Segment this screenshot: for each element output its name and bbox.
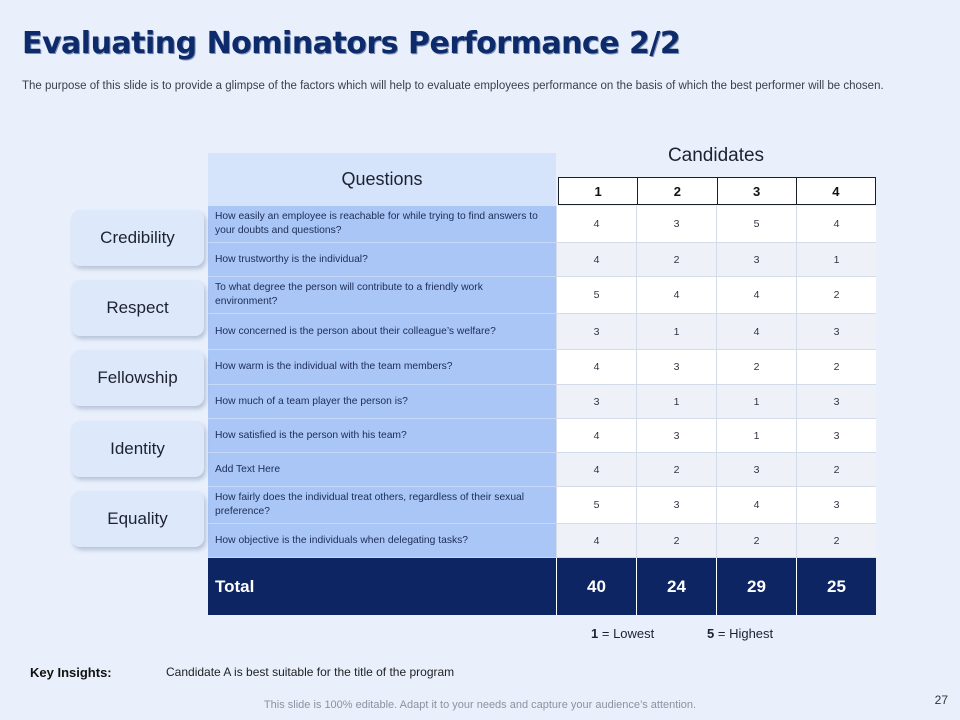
question-cell: How much of a team player the person is? — [208, 385, 556, 419]
score-cell: 3 — [796, 314, 876, 350]
total-label: Total — [215, 576, 255, 596]
question-cell: To what degree the person will contribute to a friendly work environment? — [208, 277, 556, 314]
total-cell: 40 — [556, 558, 636, 615]
score-cell: 2 — [796, 524, 876, 558]
factor-credibility: Credibility — [71, 210, 204, 266]
score-cell: 3 — [796, 419, 876, 453]
legend-lowest-value: 1 — [591, 626, 599, 641]
score-cell: 3 — [796, 385, 876, 419]
score-cell: 3 — [556, 314, 636, 350]
total-cell: 25 — [796, 558, 876, 615]
table-row — [208, 524, 876, 558]
question-cell: How satisfied is the person with his team? — [208, 419, 556, 453]
legend-highest-label: = Highest — [717, 626, 774, 641]
score-cell: 4 — [716, 277, 796, 314]
score-cell: 4 — [796, 206, 876, 243]
page-number: 27 — [934, 693, 948, 707]
table-row — [208, 487, 876, 524]
candidate-2-header: 2 — [638, 178, 717, 204]
score-cell: 1 — [716, 385, 796, 419]
questions-header: Questions — [208, 153, 556, 206]
score-cell: 1 — [636, 314, 716, 350]
table-row — [208, 314, 876, 350]
candidate-3-header: 3 — [718, 178, 797, 204]
score-cell: 4 — [716, 314, 796, 350]
candidate-number-header — [558, 177, 876, 205]
question-cell: How objective is the individuals when delegating tasks? — [208, 524, 556, 558]
score-cell: 2 — [796, 277, 876, 314]
key-insights-text: Candidate A is best suitable for the title of the program — [166, 665, 455, 679]
score-cell: 1 — [796, 243, 876, 277]
question-cell: Add Text Here — [208, 453, 556, 487]
score-cell: 1 — [636, 385, 716, 419]
score-cell: 2 — [716, 524, 796, 558]
score-cell: 2 — [796, 350, 876, 385]
candidates-heading: Candidates — [667, 145, 765, 166]
score-cell: 4 — [716, 487, 796, 524]
score-cell: 3 — [716, 453, 796, 487]
score-cell: 4 — [556, 243, 636, 277]
legend-lowest — [591, 626, 654, 641]
score-cell: 4 — [636, 277, 716, 314]
score-cell: 5 — [716, 206, 796, 243]
total-row — [208, 558, 876, 615]
score-cell: 2 — [636, 453, 716, 487]
table-row — [208, 350, 876, 385]
factor-equality: Equality — [71, 491, 204, 547]
table-row — [208, 453, 876, 487]
table-row — [208, 419, 876, 453]
total-cell: 29 — [716, 558, 796, 615]
score-cell: 3 — [636, 350, 716, 385]
factor-respect: Respect — [71, 280, 204, 336]
question-cell: How easily an employee is reachable for while trying to find answers to your doubts and questions? — [208, 206, 556, 243]
score-cell: 2 — [636, 524, 716, 558]
total-cell: 24 — [636, 558, 716, 615]
question-cell: How trustworthy is the individual? — [208, 243, 556, 277]
question-cell: How warm is the individual with the team members? — [208, 350, 556, 385]
candidate-4-header: 4 — [832, 183, 840, 199]
factor-identity: Identity — [71, 421, 204, 477]
score-cell: 3 — [556, 385, 636, 419]
legend-highest-value: 5 — [707, 626, 715, 641]
legend-highest — [707, 626, 773, 641]
key-insights-label: Key Insights: — [30, 665, 112, 680]
page-title: Evaluating Nominators Performance 2/2 — [22, 26, 681, 61]
score-cell: 4 — [556, 206, 636, 243]
score-cell: 5 — [556, 487, 636, 524]
table-row — [208, 385, 876, 419]
score-cell: 3 — [636, 206, 716, 243]
scores-table — [208, 206, 876, 615]
legend-lowest-label: = Lowest — [601, 626, 655, 641]
score-cell: 3 — [636, 419, 716, 453]
score-cell: 4 — [556, 453, 636, 487]
table-row — [208, 277, 876, 314]
score-cell: 5 — [556, 277, 636, 314]
factor-fellowship: Fellowship — [71, 350, 204, 406]
score-cell: 1 — [716, 419, 796, 453]
page-subtitle: The purpose of this slide is to provide a glimpse of the factors which will help to evaluate employees performance on the basis of which the best performer will be chosen. — [22, 80, 884, 92]
score-cell: 4 — [556, 524, 636, 558]
score-cell: 3 — [636, 487, 716, 524]
question-cell: How concerned is the person about their colleague’s welfare? — [208, 314, 556, 350]
table-row — [208, 243, 876, 277]
score-cell: 3 — [716, 243, 796, 277]
score-cell: 2 — [636, 243, 716, 277]
score-cell: 2 — [796, 453, 876, 487]
footer-note: This slide is 100% editable. Adapt it to your needs and capture your audience’s attention. — [263, 699, 697, 711]
table-row — [208, 206, 876, 243]
question-cell: How fairly does the individual treat others, regardless of their sexual preference? — [208, 487, 556, 524]
candidate-1-header: 1 — [559, 178, 638, 204]
score-cell: 4 — [556, 419, 636, 453]
score-cell: 2 — [716, 350, 796, 385]
score-cell: 3 — [796, 487, 876, 524]
score-cell: 4 — [556, 350, 636, 385]
